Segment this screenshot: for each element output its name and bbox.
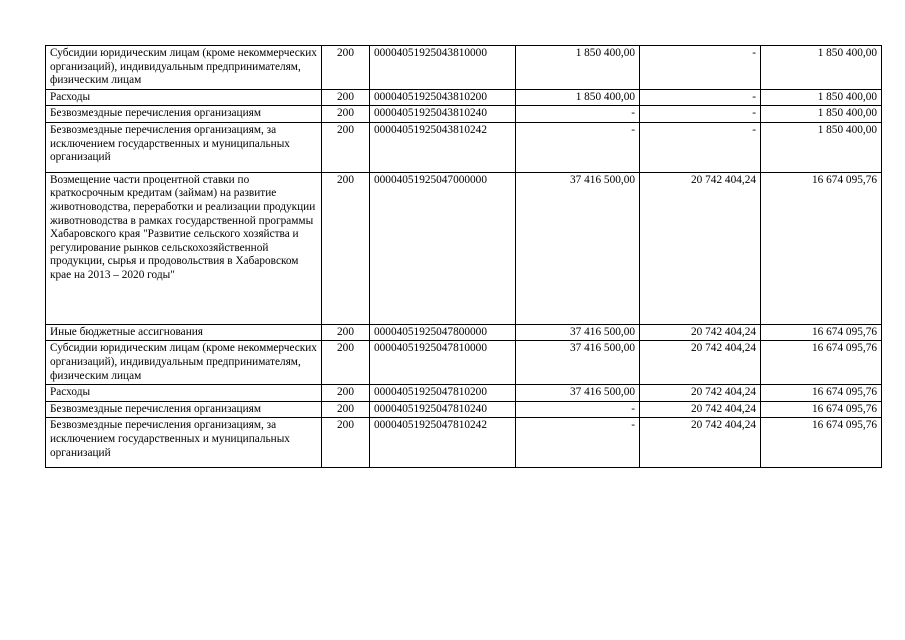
table-row (46, 122, 882, 172)
row-remaining: 1 850 400,00 (761, 46, 882, 90)
row-kbk: 00004051925047810200 (370, 385, 516, 402)
row-kbk: 00004051925043810240 (370, 106, 516, 123)
row-remaining: 1 850 400,00 (761, 89, 882, 106)
table-row (46, 89, 882, 106)
row-code: 200 (322, 122, 370, 172)
table-row (46, 341, 882, 385)
row-assigned: 37 416 500,00 (516, 385, 640, 402)
table-row (46, 46, 882, 90)
row-assigned: 37 416 500,00 (516, 172, 640, 324)
row-kbk: 00004051925047810240 (370, 401, 516, 418)
row-assigned: - (516, 401, 640, 418)
row-name: Субсидии юридическим лицам (кроме некоммерческих организаций), индивидуальным предпринимателям, физическим лицам (46, 341, 322, 385)
row-name: Субсидии юридическим лицам (кроме некоммерческих организаций), индивидуальным предпринимателям, физическим лицам (46, 46, 322, 90)
row-executed: - (640, 46, 761, 90)
row-executed: 20 742 404,24 (640, 385, 761, 402)
row-name: Возмещение части процентной ставки по краткосрочным кредитам (займам) на развитие животноводства, переработки и реализации продукции животноводства в рамках государственной программы Хабаровского края "Развитие сельского хозяйства и регулирование рынков сельскохозяйственной продукции, сырья и продовольствия в Хабаровском крае на 2013 – 2020 годы" (46, 172, 322, 324)
row-code: 200 (322, 46, 370, 90)
row-code: 200 (322, 89, 370, 106)
row-assigned: 37 416 500,00 (516, 324, 640, 341)
row-remaining: 16 674 095,76 (761, 418, 882, 468)
row-kbk: 00004051925047810242 (370, 418, 516, 468)
row-name: Безвозмездные перечисления организациям (46, 106, 322, 123)
row-name: Безвозмездные перечисления организациям, за исключением государственных и муниципальных организаций (46, 418, 322, 468)
row-remaining: 16 674 095,76 (761, 385, 882, 402)
row-name: Расходы (46, 89, 322, 106)
row-name: Безвозмездные перечисления организациям (46, 401, 322, 418)
row-code: 200 (322, 341, 370, 385)
row-executed: - (640, 89, 761, 106)
row-kbk: 00004051925043810242 (370, 122, 516, 172)
row-assigned: 37 416 500,00 (516, 341, 640, 385)
row-kbk: 00004051925043810000 (370, 46, 516, 90)
row-assigned: 1 850 400,00 (516, 46, 640, 90)
table-row (46, 401, 882, 418)
row-remaining: 16 674 095,76 (761, 324, 882, 341)
row-remaining: 16 674 095,76 (761, 172, 882, 324)
row-executed: - (640, 122, 761, 172)
table-row (46, 418, 882, 468)
row-executed: 20 742 404,24 (640, 401, 761, 418)
table-row (46, 324, 882, 341)
row-executed: - (640, 106, 761, 123)
table-row (46, 106, 882, 123)
row-code: 200 (322, 106, 370, 123)
row-kbk: 00004051925047000000 (370, 172, 516, 324)
row-code: 200 (322, 401, 370, 418)
row-code: 200 (322, 418, 370, 468)
row-executed: 20 742 404,24 (640, 341, 761, 385)
table-row (46, 172, 882, 324)
row-assigned: - (516, 122, 640, 172)
row-remaining: 16 674 095,76 (761, 341, 882, 385)
row-name: Иные бюджетные ассигнования (46, 324, 322, 341)
row-code: 200 (322, 172, 370, 324)
row-assigned: - (516, 106, 640, 123)
row-code: 200 (322, 385, 370, 402)
budget-table (45, 45, 882, 468)
row-assigned: 1 850 400,00 (516, 89, 640, 106)
row-name: Расходы (46, 385, 322, 402)
row-kbk: 00004051925047800000 (370, 324, 516, 341)
row-kbk: 00004051925047810000 (370, 341, 516, 385)
row-name: Безвозмездные перечисления организациям, за исключением государственных и муниципальных организаций (46, 122, 322, 172)
table-row (46, 385, 882, 402)
row-code: 200 (322, 324, 370, 341)
row-remaining: 1 850 400,00 (761, 122, 882, 172)
row-executed: 20 742 404,24 (640, 418, 761, 468)
row-assigned: - (516, 418, 640, 468)
row-executed: 20 742 404,24 (640, 172, 761, 324)
row-executed: 20 742 404,24 (640, 324, 761, 341)
row-remaining: 16 674 095,76 (761, 401, 882, 418)
row-remaining: 1 850 400,00 (761, 106, 882, 123)
row-kbk: 00004051925043810200 (370, 89, 516, 106)
